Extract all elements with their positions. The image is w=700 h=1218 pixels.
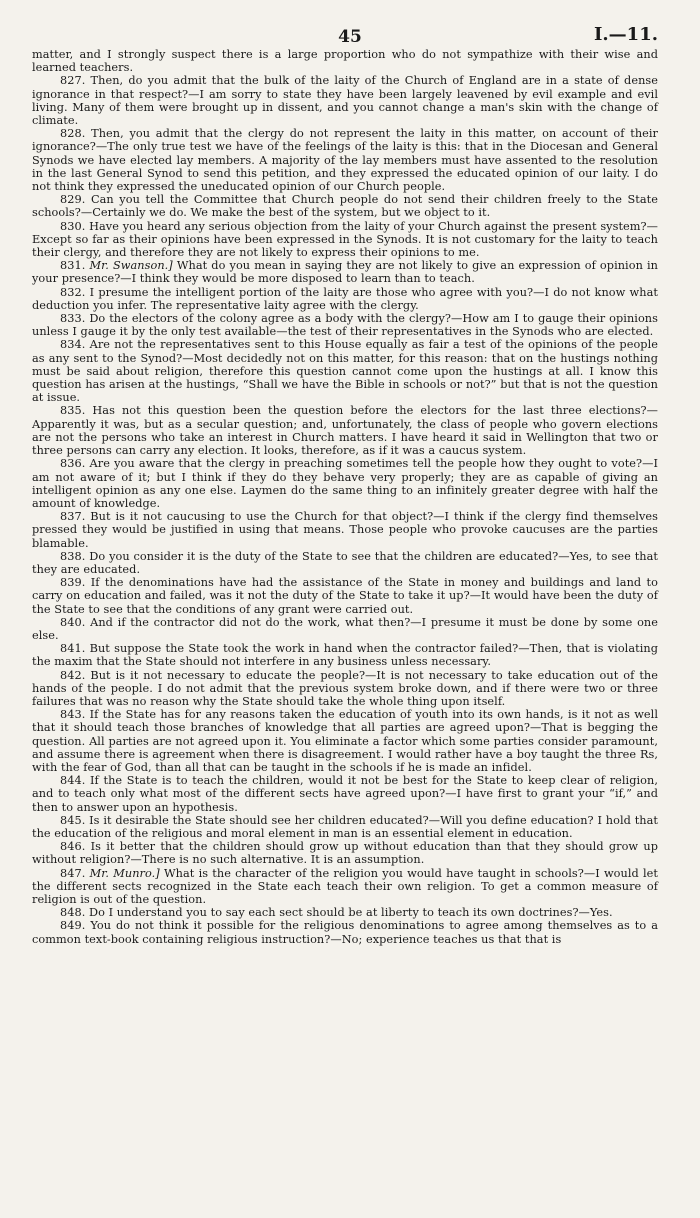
paragraph-text: Have you heard any serious objection from the laity of your Church against the present system?—Except so far as their opinions have been expressed in the Synods. It is not customary for the laity to teach their clergy, and therefore they are not likely to express their opinions to me. <box>32 219 658 260</box>
question-number: 843. <box>60 708 86 722</box>
question-number: 836. <box>60 457 86 471</box>
question-paragraph <box>32 457 658 510</box>
paragraph-text: I presume the intelligent portion of the laity are those who agree with you?—I do not know what deduction you infer. The representative laity agree with the clergy. <box>32 285 658 312</box>
question-paragraph <box>32 814 658 840</box>
question-paragraph <box>32 404 658 457</box>
paragraph-text: Do I understand you to say each sect should be at liberty to teach its own doctrines?—Yes. <box>89 906 613 920</box>
question-number: 828. <box>60 127 86 141</box>
paragraph-text: And if the contractor did not do the work, what then?—I presume it must be done by some one else. <box>32 615 658 642</box>
question-paragraph <box>32 774 658 814</box>
question-number: 846. <box>60 840 86 854</box>
paragraph-text: But suppose the State took the work in hand when the contractor failed?—Then, that is violating the maxim that the State should not interfere in any business unless necessary. <box>32 642 658 669</box>
question-number: 849. <box>60 919 86 933</box>
speaker-name: Mr. Munro.] <box>89 866 160 880</box>
question-paragraph <box>32 312 658 338</box>
question-paragraph <box>32 193 658 219</box>
paragraph-text: Is it desirable the State should see her children educated?—Will you define education? I hold that the education of the religious and moral element in man is an essential element in education. <box>32 813 658 840</box>
question-paragraph <box>32 919 658 945</box>
question-number: 842. <box>60 668 86 682</box>
speaker-name: Mr. Swanson.] <box>89 259 173 273</box>
question-number: 829. <box>60 193 86 207</box>
paragraph-text: Then, you admit that the clergy do not represent the laity in this matter, on account of their ignorance?—The only true test we have of the feelings of the laity is this: that in the Diocesan and General Synods we have elected lay members. A majority of the lay members must have assented to the resolution in the last General Synod to send this petition, and they expressed the educated opinion of our laity. I do not think they expressed the uneducated opinion of our Church people. <box>32 127 658 194</box>
question-number: 837. <box>60 510 86 524</box>
paragraph-text: If the denominations have had the assistance of the State in money and buildings and land to carry on education and failed, was it not the duty of the State to take it up?—It would have been the duty of the State to see that the conditions of any grant were carried out. <box>32 576 658 616</box>
question-paragraph <box>32 550 658 576</box>
evidence-text <box>32 48 658 946</box>
question-paragraph <box>32 616 658 642</box>
paragraph-text: Is it better that the children should grow up without education than that they should grow up without religion?—There is no such alternative. It is an assumption. <box>32 840 658 867</box>
question-number: 831. <box>60 259 86 273</box>
paragraph-text: What is the character of the religion you would have taught in schools?—I would let the different sects recognized in the State each teach their own religion. To get a common measure of religion is out of the question. <box>32 866 658 906</box>
question-paragraph <box>32 127 658 193</box>
document-reference: I.—11. <box>593 24 658 45</box>
question-paragraph <box>32 220 658 260</box>
paragraph-text: If the State has for any reasons taken the education of youth into its own hands, is it not as well that it should teach those branches of knowledge that all parties are agreed upon?—That is begging the question. All parties are not agreed upon it. You eliminate a factor which some parties consider paramount, and assume there is agreement when there is disagreement. I would rather have a boy taught the three Rs, with the fear of God, than all that can be taught in the schools if he is made an infidel. <box>32 708 658 774</box>
paragraph-text: Do you consider it is the duty of the State to see that the children are educated?—Yes, to see that they are educated. <box>32 549 658 576</box>
question-paragraph <box>32 338 658 404</box>
continued-paragraph <box>32 48 658 74</box>
question-number: 839. <box>60 576 86 590</box>
paragraph-text: You do not think it possible for the religious denominations to agree among themselves as to a common text-book containing religious instruction?—No; experience teaches us that that is <box>32 919 658 946</box>
page-number: 45 <box>338 27 362 47</box>
paragraph-text: Can you tell the Committee that Church people do not send their children freely to the State schools?—Certainly we do. We make the best of the system, but we object to it. <box>32 193 658 220</box>
question-paragraph <box>32 906 658 919</box>
question-paragraph <box>32 259 658 285</box>
question-paragraph <box>32 286 658 312</box>
question-number: 838. <box>60 549 86 563</box>
question-number: 845. <box>60 813 86 827</box>
question-paragraph <box>32 708 658 774</box>
question-paragraph <box>32 74 658 127</box>
question-paragraph <box>32 669 658 709</box>
paragraph-text: If the State is to teach the children, would it not be best for the State to keep clear of religion, and to teach only what most of the different sects have agreed upon?—I have first to grant your “if,” and then to answer upon an hypothesis. <box>32 774 658 814</box>
question-paragraph <box>32 867 658 907</box>
question-number: 833. <box>60 312 86 326</box>
question-number: 827. <box>60 74 86 88</box>
question-number: 841. <box>60 642 86 656</box>
question-number: 847. <box>60 866 86 880</box>
paragraph-text: Then, do you admit that the bulk of the laity of the Church of England are in a state of dense ignorance in that respect?—I am sorry to state they have been largely leavened by evil example and evil living. Many of them were brought up in dissent, and you cannot change a man's skin with the change of climate. <box>32 74 658 128</box>
question-number: 834. <box>60 338 86 352</box>
paragraph-text: What do you mean in saying they are not likely to give an expression of opinion in your presence?—I think they would be more disposed to learn than to teach. <box>32 259 658 286</box>
paragraph-text: Do the electors of the colony agree as a body with the clergy?—How am I to gauge their opinions unless I gauge it by the only test available—the test of their representatives in the Synods who are elected. <box>32 312 658 339</box>
question-number: 830. <box>60 219 86 233</box>
question-number: 840. <box>60 615 86 629</box>
question-paragraph <box>32 510 658 550</box>
paragraph-text: But is it not necessary to educate the people?—It is not necessary to take education out of the hands of the people. I do not admit that the previous system broke down, and if there were two or three failures that was no reason why the State should take the whole thing upon itself. <box>32 668 658 708</box>
question-number: 848. <box>60 906 86 920</box>
question-number: 844. <box>60 774 86 788</box>
question-paragraph <box>32 576 658 616</box>
paragraph-text: matter, and I strongly suspect there is a large proportion who do not sympathize with their wise and learned teachers. <box>32 48 658 75</box>
paragraph-text: Are not the representatives sent to this House equally as fair a test of the opinions of the people as any sent to the Synod?—Most decidedly not on this matter, for this reason: that on the hustings nothing must be said about religion, therefore this question cannot come upon the hustings at all. I know this question has arisen at the hustings, “Shall we have the Bible in schools or not?” but that is not the question at issue. <box>32 338 658 405</box>
paragraph-text: Are you aware that the clergy in preaching sometimes tell the people how they ought to vote?—I am not aware of it; but I think if they do they behave very properly; they are as capable of giving an intelligent opinion as any one else. Laymen do the same thing to an infinitely greater degree with half the amount of knowledge. <box>32 457 658 510</box>
paragraph-text: But is it not caucusing to use the Church for that object?—I think if the clergy find themselves pressed they would be justified in using that means. Those people who provoke caucuses are the parties blamable. <box>32 510 658 550</box>
question-paragraph <box>32 840 658 866</box>
question-number: 832. <box>60 285 86 299</box>
paragraph-text: Has not this question been the question before the electors for the last three elections?—Apparently it was, but as a secular question; and, unfortunately, the class of people who govern elections are not the persons who take an interest in Church matters. I have heard it said in Wellington that two or three persons can carry any election. It looks, therefore, as if it was a caucus system. <box>32 404 658 458</box>
question-paragraph <box>32 642 658 668</box>
question-number: 835. <box>60 404 86 418</box>
